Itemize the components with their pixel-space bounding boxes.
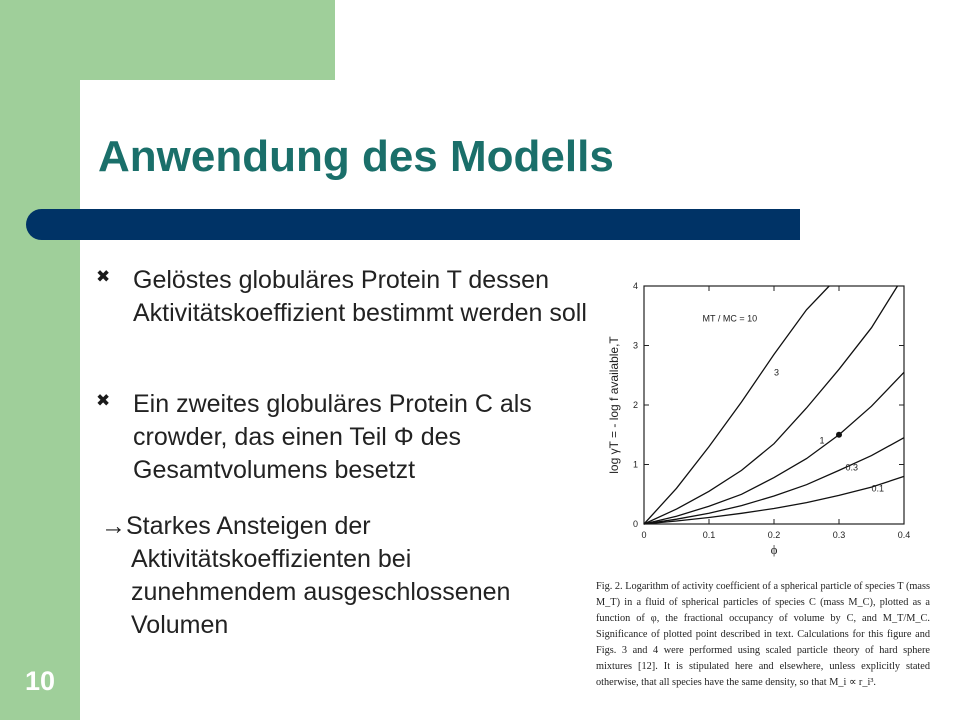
series-label: 0.1	[871, 483, 885, 494]
arrow-icon: →	[101, 512, 126, 540]
activity-coefficient-chart	[596, 268, 930, 568]
x-tick-label: 0.4	[897, 530, 911, 540]
conclusion-first-line: Starkes Ansteigen der	[126, 512, 371, 540]
series-label: 1	[819, 435, 825, 446]
conclusion-rest: Aktivitätskoeffizienten bei zunehmendem ausgeschlossenen Volumen	[131, 545, 511, 639]
y-tick-label: 0	[632, 519, 638, 529]
series-label: 3	[774, 367, 780, 378]
y-tick-label: 1	[632, 459, 638, 470]
bullet-item	[96, 264, 596, 330]
x-tick-label: 0.2	[767, 530, 781, 540]
y-tick-label: 2	[632, 400, 638, 410]
slide-title: Anwendung des Modells	[98, 132, 614, 181]
x-axis-label: ϕ	[770, 542, 778, 557]
bullet-item	[96, 388, 596, 487]
plotted-point	[836, 432, 842, 438]
y-tick-label: 3	[632, 340, 638, 351]
x-tick-label: 0.3	[832, 530, 846, 540]
series-line-1	[644, 372, 904, 524]
x-bullet-icon: ✖	[96, 267, 111, 286]
series-line-0-1	[644, 476, 904, 524]
top-green-band	[0, 0, 335, 80]
x-tick-label: 0	[641, 530, 647, 540]
ratio-annotation: MT / MC = 10	[702, 313, 758, 324]
x-bullet-icon: ✖	[96, 391, 111, 410]
figure-caption: Fig. 2. Logarithm of activity coefficient of a spherical particle of species T (mass M_T) in a fluid of spherical particles of species C (mass M_C), plotted as a function of φ, the fractional occupancy of volume by C, and M_T/M_C. Significance of plotted point described in text. Calculations for this figure and Figs. 3 and 4 were performed using scaled particle theory of hard sphere mixtures [12]. It is stipulated here and elsewhere, unless explicitly stated otherwise, that all species have the same density, so that M_i ∝ r_i³.	[596, 581, 930, 688]
bullet-text: Gelöstes globuläres Protein T dessen Aktivitätskoeffizient bestimmt werden soll	[133, 266, 587, 327]
bullet-text: Ein zweites globuläres Protein C als crowder, das einen Teil Φ des Gesamtvolumens besetzt	[133, 390, 532, 484]
series-label: 0.3	[845, 462, 859, 473]
series-line-3	[644, 286, 898, 524]
slide-number: 10	[24, 666, 56, 696]
y-axis-label: log γT = - log f available,T	[607, 336, 621, 474]
title-underline-bar	[26, 209, 800, 240]
x-tick-label: 0.1	[702, 530, 716, 540]
left-green-band	[0, 0, 80, 720]
conclusion-text	[101, 510, 581, 642]
y-tick-label: 4	[632, 281, 638, 291]
